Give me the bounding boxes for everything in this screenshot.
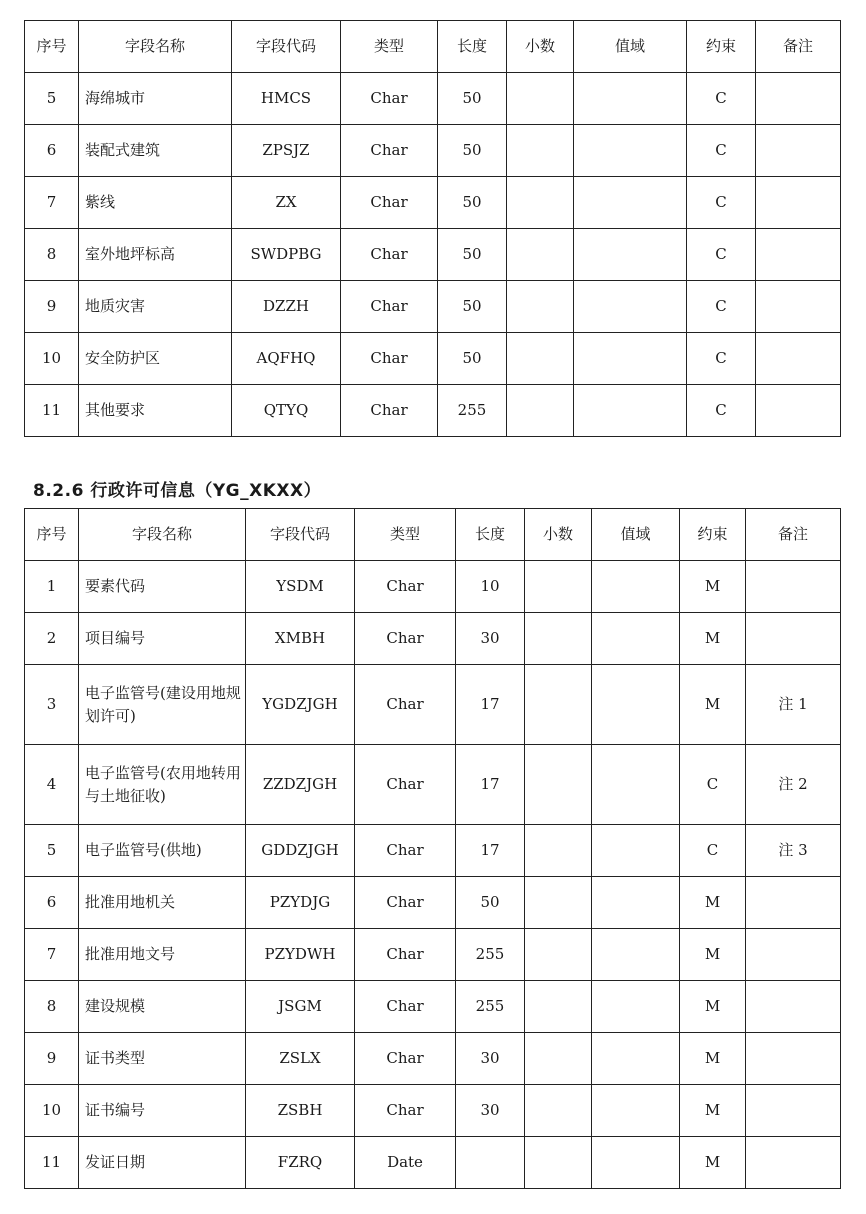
cell-field-name: 批准用地机关 (79, 877, 246, 929)
header-cell: 值域 (592, 509, 680, 561)
cell-type: Char (355, 825, 456, 877)
cell-constraint: M (680, 877, 746, 929)
cell-index: 10 (25, 1085, 79, 1137)
cell-note (746, 1085, 841, 1137)
cell-decimal (525, 613, 592, 665)
cell-constraint: C (687, 229, 756, 281)
cell-index: 6 (25, 877, 79, 929)
cell-field-name: 建设规模 (79, 981, 246, 1033)
cell-domain (574, 385, 687, 437)
cell-field-name: 室外地坪标高 (79, 229, 232, 281)
cell-note: 注 1 (746, 665, 841, 745)
cell-domain (592, 1085, 680, 1137)
cell-field-name: 电子监管号(供地) (79, 825, 246, 877)
cell-domain (592, 825, 680, 877)
cell-domain (592, 1137, 680, 1189)
header-cell: 小数 (525, 509, 592, 561)
cell-domain (574, 281, 687, 333)
cell-type: Char (355, 665, 456, 745)
cell-field-code: PZYDJG (246, 877, 355, 929)
cell-length: 255 (456, 981, 525, 1033)
cell-length: 50 (438, 73, 507, 125)
cell-decimal (507, 73, 574, 125)
header-cell: 长度 (438, 21, 507, 73)
cell-constraint: M (680, 981, 746, 1033)
cell-type: Char (341, 385, 438, 437)
cell-field-code: PZYDWH (246, 929, 355, 981)
cell-decimal (507, 281, 574, 333)
cell-domain (574, 73, 687, 125)
cell-index: 2 (25, 613, 79, 665)
header-cell: 序号 (25, 21, 79, 73)
cell-domain (592, 613, 680, 665)
header-cell: 字段代码 (232, 21, 341, 73)
cell-constraint: C (687, 333, 756, 385)
cell-decimal (507, 333, 574, 385)
cell-field-code: ZZDZJGH (246, 745, 355, 825)
cell-type: Char (355, 561, 456, 613)
cell-field-code: HMCS (232, 73, 341, 125)
header-cell: 备注 (746, 509, 841, 561)
cell-index: 8 (25, 981, 79, 1033)
field-table-1 (24, 20, 841, 437)
cell-decimal (507, 385, 574, 437)
cell-constraint: C (680, 825, 746, 877)
cell-note (746, 981, 841, 1033)
cell-length (456, 1137, 525, 1189)
cell-domain (574, 333, 687, 385)
cell-index: 1 (25, 561, 79, 613)
cell-constraint: M (680, 929, 746, 981)
table-row (25, 825, 841, 877)
cell-length: 50 (438, 333, 507, 385)
table-row (25, 613, 841, 665)
header-cell: 长度 (456, 509, 525, 561)
cell-length: 30 (456, 1085, 525, 1137)
cell-field-code: XMBH (246, 613, 355, 665)
cell-field-name: 地质灾害 (79, 281, 232, 333)
cell-index: 6 (25, 125, 79, 177)
cell-length: 17 (456, 665, 525, 745)
table-row (25, 385, 841, 437)
cell-constraint: C (687, 73, 756, 125)
cell-index: 8 (25, 229, 79, 281)
cell-field-code: GDDZJGH (246, 825, 355, 877)
header-cell: 类型 (355, 509, 456, 561)
cell-type: Date (355, 1137, 456, 1189)
cell-domain (574, 125, 687, 177)
cell-decimal (525, 981, 592, 1033)
cell-constraint: C (687, 125, 756, 177)
cell-type: Char (341, 73, 438, 125)
cell-field-code: ZSBH (246, 1085, 355, 1137)
table-row (25, 1085, 841, 1137)
cell-field-name: 项目编号 (79, 613, 246, 665)
cell-field-code: AQFHQ (232, 333, 341, 385)
cell-index: 7 (25, 929, 79, 981)
cell-field-name: 装配式建筑 (79, 125, 232, 177)
cell-constraint: C (687, 385, 756, 437)
cell-domain (592, 929, 680, 981)
cell-index: 9 (25, 1033, 79, 1085)
cell-length: 255 (456, 929, 525, 981)
cell-decimal (507, 177, 574, 229)
table-row (25, 877, 841, 929)
cell-type: Char (355, 1033, 456, 1085)
cell-type: Char (355, 613, 456, 665)
cell-type: Char (341, 125, 438, 177)
cell-length: 30 (456, 1033, 525, 1085)
cell-constraint: C (687, 177, 756, 229)
table-header-row (25, 21, 841, 73)
header-cell: 字段代码 (246, 509, 355, 561)
header-cell: 类型 (341, 21, 438, 73)
cell-decimal (525, 561, 592, 613)
table-row (25, 665, 841, 745)
table-row (25, 981, 841, 1033)
cell-index: 11 (25, 385, 79, 437)
cell-field-name: 批准用地文号 (79, 929, 246, 981)
cell-note (756, 177, 841, 229)
cell-field-name: 发证日期 (79, 1137, 246, 1189)
cell-field-code: DZZH (232, 281, 341, 333)
cell-constraint: M (680, 1033, 746, 1085)
cell-field-name: 证书类型 (79, 1033, 246, 1085)
cell-type: Char (355, 929, 456, 981)
cell-index: 5 (25, 73, 79, 125)
cell-type: Char (355, 877, 456, 929)
cell-type: Char (341, 281, 438, 333)
cell-type: Char (341, 333, 438, 385)
cell-field-name: 海绵城市 (79, 73, 232, 125)
table-row (25, 229, 841, 281)
cell-index: 5 (25, 825, 79, 877)
cell-index: 4 (25, 745, 79, 825)
cell-decimal (525, 1137, 592, 1189)
cell-domain (592, 665, 680, 745)
cell-constraint: M (680, 665, 746, 745)
cell-length: 50 (438, 125, 507, 177)
table-row (25, 745, 841, 825)
cell-constraint: M (680, 561, 746, 613)
cell-index: 7 (25, 177, 79, 229)
cell-constraint: M (680, 1085, 746, 1137)
cell-field-code: JSGM (246, 981, 355, 1033)
cell-decimal (525, 1085, 592, 1137)
cell-type: Char (341, 229, 438, 281)
cell-field-code: YSDM (246, 561, 355, 613)
cell-field-code: QTYQ (232, 385, 341, 437)
table-row (25, 125, 841, 177)
cell-field-code: SWDPBG (232, 229, 341, 281)
table-row (25, 73, 841, 125)
cell-domain (574, 229, 687, 281)
cell-length: 255 (438, 385, 507, 437)
cell-length: 17 (456, 745, 525, 825)
cell-domain (592, 877, 680, 929)
cell-note (756, 333, 841, 385)
cell-decimal (525, 929, 592, 981)
cell-type: Char (341, 177, 438, 229)
cell-constraint: C (687, 281, 756, 333)
cell-field-name: 安全防护区 (79, 333, 232, 385)
cell-constraint: M (680, 613, 746, 665)
cell-field-name: 其他要求 (79, 385, 232, 437)
cell-decimal (525, 877, 592, 929)
cell-index: 11 (25, 1137, 79, 1189)
table-header-row (25, 509, 841, 561)
cell-length: 50 (456, 877, 525, 929)
cell-length: 50 (438, 177, 507, 229)
cell-note: 注 2 (746, 745, 841, 825)
cell-decimal (507, 229, 574, 281)
cell-length: 30 (456, 613, 525, 665)
cell-constraint: C (680, 745, 746, 825)
cell-field-code: ZSLX (246, 1033, 355, 1085)
table-row (25, 1137, 841, 1189)
cell-type: Char (355, 745, 456, 825)
cell-index: 9 (25, 281, 79, 333)
cell-note (746, 561, 841, 613)
header-cell: 字段名称 (79, 509, 246, 561)
cell-note (746, 1033, 841, 1085)
cell-type: Char (355, 981, 456, 1033)
cell-constraint: M (680, 1137, 746, 1189)
cell-field-name: 要素代码 (79, 561, 246, 613)
header-cell: 字段名称 (79, 21, 232, 73)
cell-note (756, 125, 841, 177)
cell-field-name: 电子监管号(农用地转用与土地征收) (79, 745, 246, 825)
cell-note: 注 3 (746, 825, 841, 877)
cell-length: 50 (438, 229, 507, 281)
cell-note (756, 385, 841, 437)
table-row (25, 561, 841, 613)
cell-index: 10 (25, 333, 79, 385)
cell-field-code: ZPSJZ (232, 125, 341, 177)
cell-type: Char (355, 1085, 456, 1137)
cell-note (746, 877, 841, 929)
cell-field-name: 电子监管号(建设用地规划许可) (79, 665, 246, 745)
cell-index: 3 (25, 665, 79, 745)
cell-note (756, 281, 841, 333)
header-cell: 值域 (574, 21, 687, 73)
cell-decimal (525, 825, 592, 877)
field-table-2 (24, 508, 841, 1189)
cell-field-code: YGDZJGH (246, 665, 355, 745)
cell-note (746, 929, 841, 981)
cell-decimal (525, 665, 592, 745)
table-row (25, 929, 841, 981)
table-row (25, 1033, 841, 1085)
header-cell: 约束 (680, 509, 746, 561)
cell-domain (592, 745, 680, 825)
table-row (25, 281, 841, 333)
table-row (25, 177, 841, 229)
cell-note (756, 229, 841, 281)
cell-note (746, 613, 841, 665)
header-cell: 约束 (687, 21, 756, 73)
cell-decimal (507, 125, 574, 177)
cell-field-name: 证书编号 (79, 1085, 246, 1137)
cell-domain (574, 177, 687, 229)
cell-field-code: FZRQ (246, 1137, 355, 1189)
cell-decimal (525, 745, 592, 825)
cell-field-code: ZX (232, 177, 341, 229)
cell-length: 10 (456, 561, 525, 613)
cell-length: 17 (456, 825, 525, 877)
table-row (25, 333, 841, 385)
header-cell: 小数 (507, 21, 574, 73)
cell-domain (592, 561, 680, 613)
cell-domain (592, 1033, 680, 1085)
cell-length: 50 (438, 281, 507, 333)
cell-domain (592, 981, 680, 1033)
cell-note (746, 1137, 841, 1189)
section-heading: 8.2.6 行政许可信息（YG_XKXX） (33, 481, 322, 501)
cell-note (756, 73, 841, 125)
cell-field-name: 紫线 (79, 177, 232, 229)
header-cell: 备注 (756, 21, 841, 73)
cell-decimal (525, 1033, 592, 1085)
header-cell: 序号 (25, 509, 79, 561)
